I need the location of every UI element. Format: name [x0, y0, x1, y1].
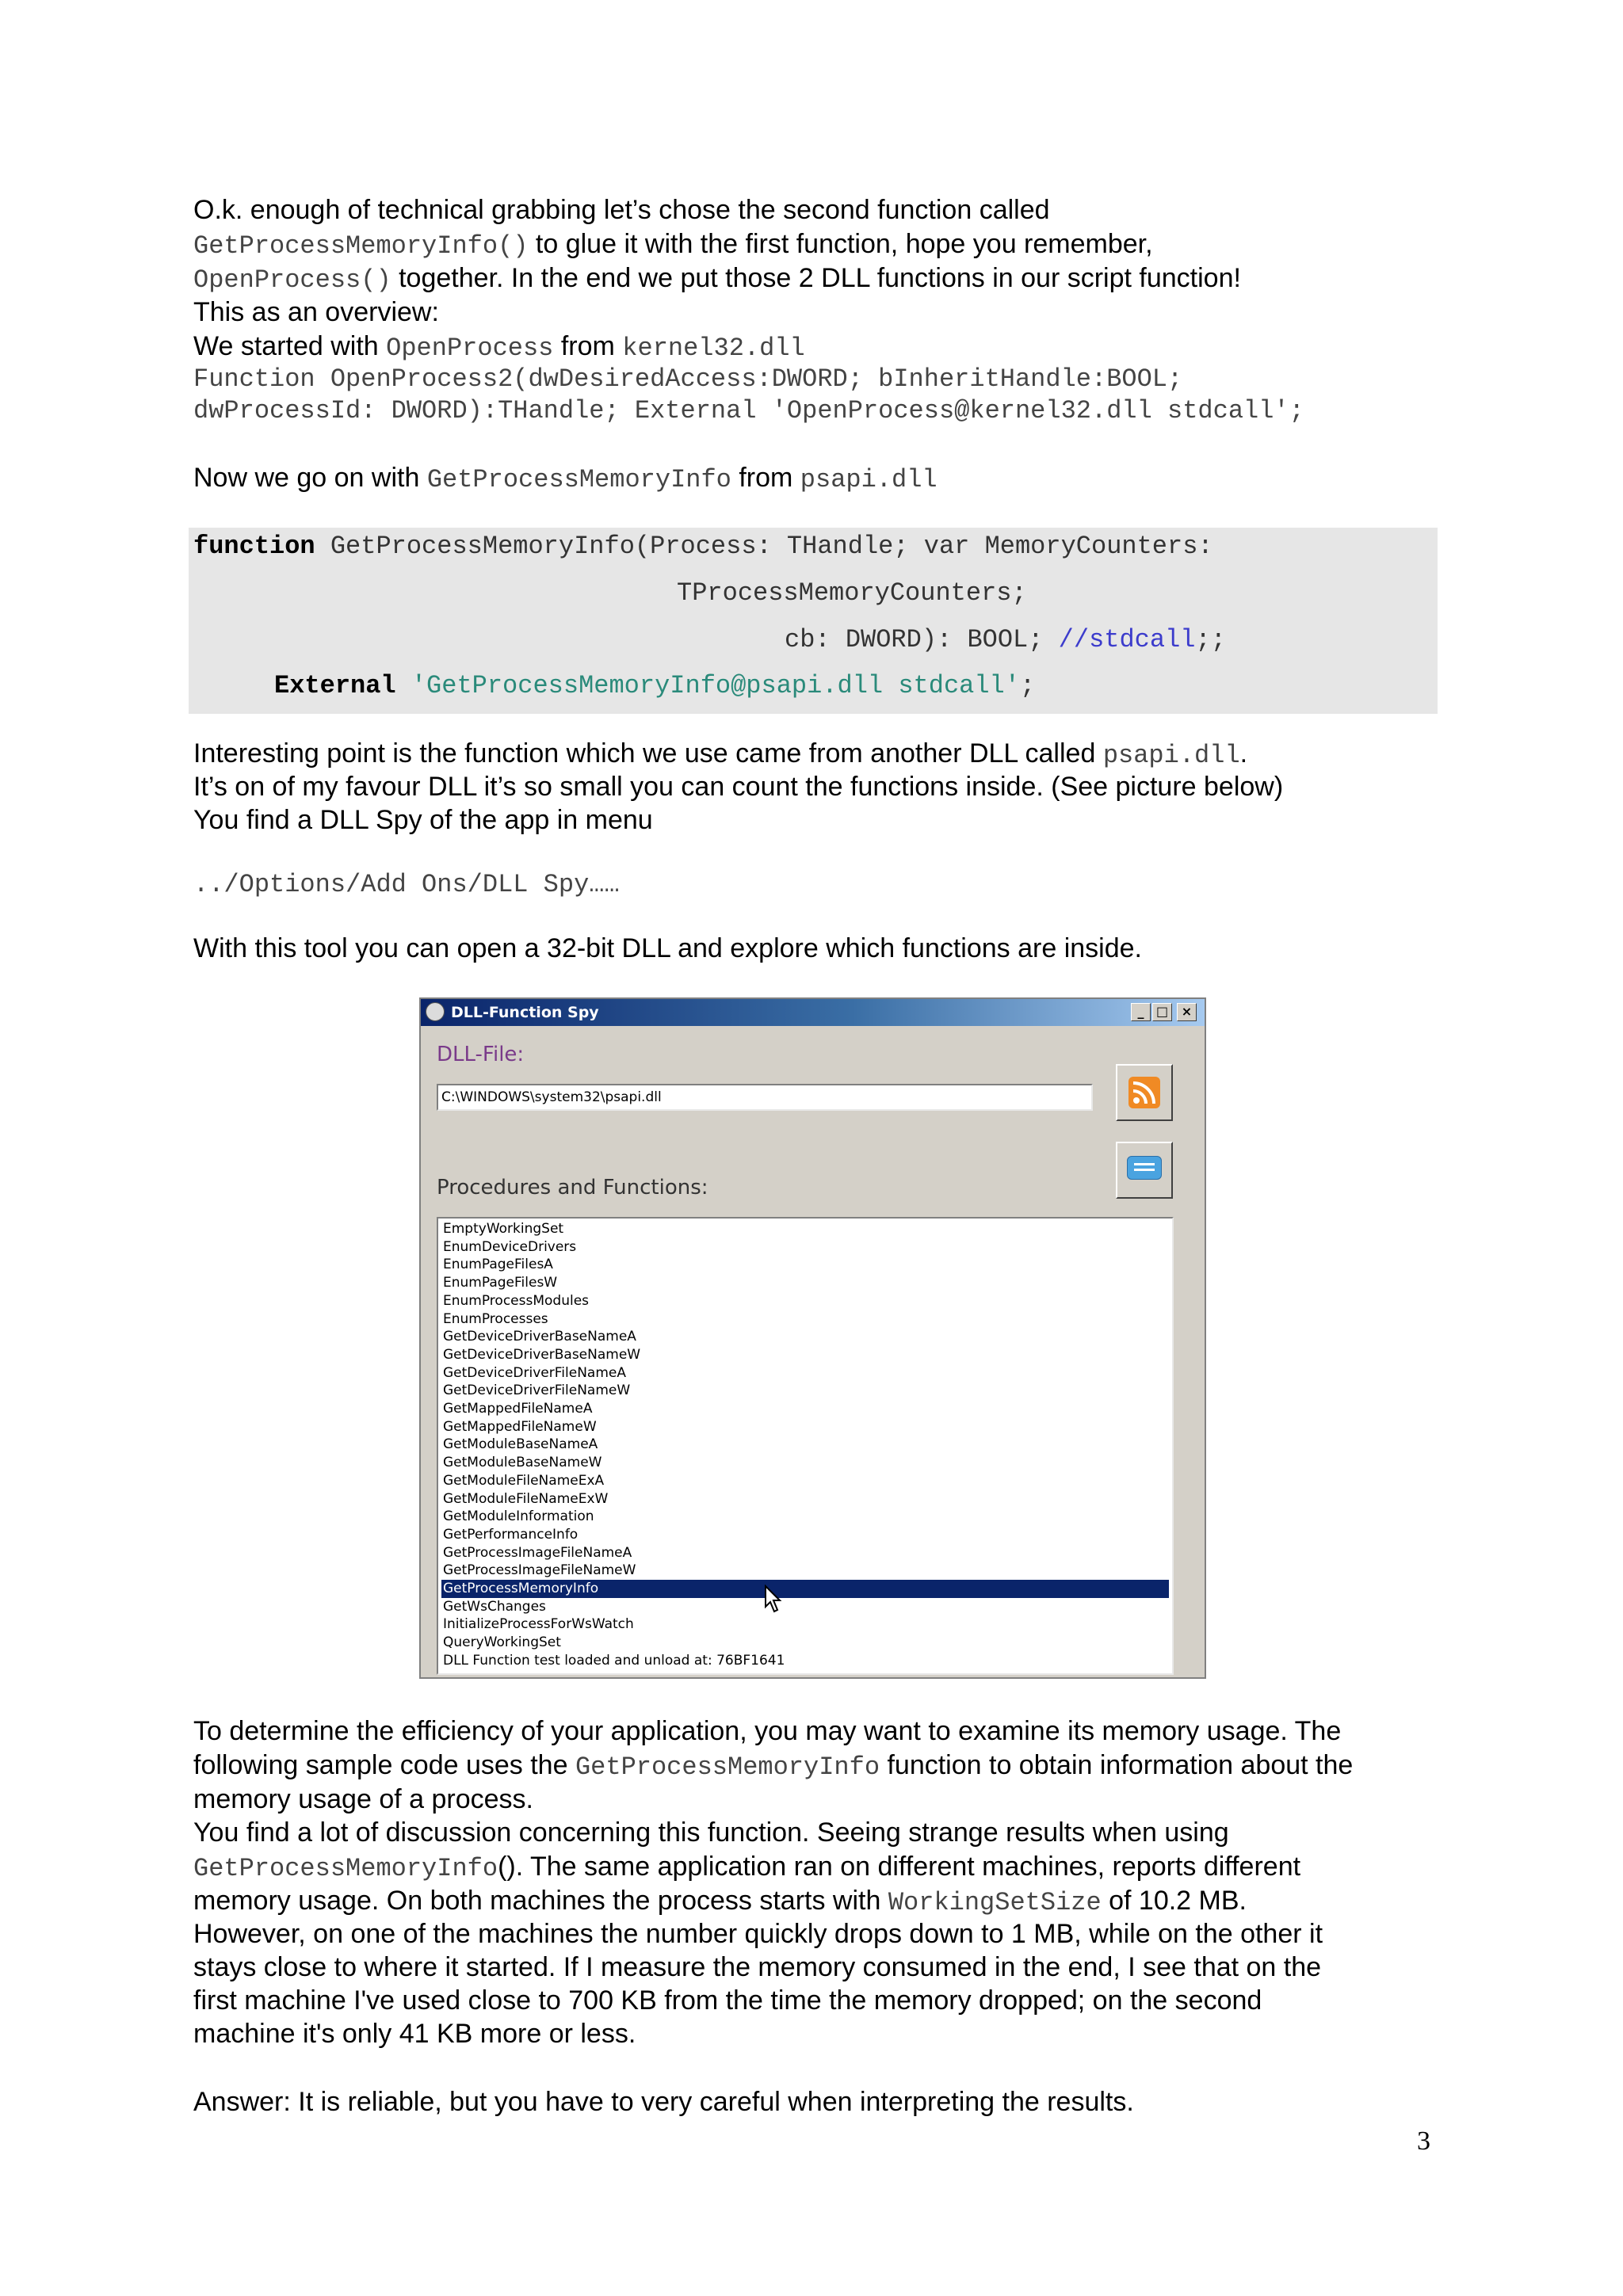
open-dll-button[interactable]	[1116, 1064, 1173, 1121]
list-item[interactable]: DLL Function test loaded and unload at: 76BF1641	[443, 1652, 785, 1669]
list-item[interactable]: EnumPageFilesA	[443, 1257, 553, 1273]
list-item[interactable]: GetModuleInformation	[443, 1508, 594, 1525]
code-line: dwProcessId: DWORD):THandle; External 'OpenProcess@kernel32.dll stdcall';	[193, 396, 1304, 425]
show-functions-button[interactable]	[1116, 1142, 1173, 1199]
text-line: You find a DLL Spy of the app in menu	[193, 805, 653, 835]
list-item[interactable]: GetModuleBaseNameA	[443, 1436, 598, 1453]
code-span: ;;	[1195, 625, 1226, 654]
inline-code: GetProcessMemoryInfo	[193, 1854, 498, 1883]
list-item[interactable]: GetModuleFileNameExW	[443, 1490, 609, 1507]
list-item[interactable]: EnumDeviceDrivers	[443, 1238, 577, 1255]
dll-spy-window	[419, 997, 1206, 1679]
inline-code: OpenProcess()	[193, 265, 391, 295]
list-item[interactable]: QueryWorkingSet	[443, 1634, 561, 1651]
text-span: function to obtain information about the	[880, 1750, 1354, 1780]
inline-code: GetProcessMemoryInfo()	[193, 231, 529, 261]
inline-code: OpenProcess	[386, 334, 554, 363]
text-line: first machine I've used close to 700 KB from the time the memory dropped; on the second	[193, 1985, 1262, 2016]
rss-icon	[1128, 1077, 1160, 1108]
inline-code: WorkingSetSize	[888, 1888, 1102, 1917]
text-span: memory usage. On both machines the process starts with	[193, 1886, 888, 1916]
code-line: TProcessMemoryCounters;	[677, 578, 1027, 608]
list-item[interactable]: GetProcessImageFileNameW	[443, 1562, 636, 1579]
text-line	[193, 461, 938, 497]
inline-code: GetProcessMemoryInfo	[575, 1753, 880, 1782]
list-item[interactable]: GetModuleFileNameExA	[443, 1472, 605, 1489]
page-number: 3	[1417, 2126, 1430, 2156]
text-span: of 10.2 MB.	[1101, 1886, 1247, 1916]
message-icon	[1127, 1156, 1162, 1180]
list-item[interactable]: GetProcessImageFileNameA	[443, 1544, 632, 1561]
text-span: .	[1239, 738, 1248, 769]
code-line	[274, 670, 1035, 702]
text-line: With this tool you can open a 32-bit DLL and explore which functions are inside.	[193, 933, 1142, 963]
text-line: O.k. enough of technical grabbing let’s chose the second function called	[193, 195, 1050, 225]
text-line	[193, 227, 1153, 263]
text-line: This as an overview:	[193, 297, 439, 327]
functions-listbox[interactable]	[437, 1217, 1174, 1675]
code-span: ;	[1019, 671, 1036, 700]
list-item[interactable]: GetDeviceDriverFileNameW	[443, 1383, 631, 1399]
list-item[interactable]: GetDeviceDriverBaseNameW	[443, 1346, 641, 1363]
list-item[interactable]: GetProcessMemoryInfo	[441, 1580, 1169, 1598]
text-span: Interesting point is the function which we use came from another DLL called	[193, 738, 1103, 769]
text-line	[193, 1850, 1300, 1886]
text-line	[193, 1749, 1353, 1784]
list-item[interactable]: EnumPageFilesW	[443, 1275, 558, 1291]
list-item[interactable]: GetDeviceDriverBaseNameA	[443, 1329, 636, 1345]
list-item[interactable]: EnumProcessModules	[443, 1292, 590, 1309]
text-span: Now we go on with	[193, 463, 427, 493]
text-line	[193, 261, 1241, 297]
list-item[interactable]: EnumProcesses	[443, 1310, 548, 1327]
list-item[interactable]: EmptyWorkingSet	[443, 1221, 564, 1237]
text-line: However, on one of the machines the number quickly drops down to 1 MB, while on the other it	[193, 1919, 1323, 1949]
text-line	[193, 737, 1247, 772]
keyword: function	[193, 532, 315, 561]
inline-code: psapi.dll	[800, 465, 938, 494]
text-line	[193, 1884, 1247, 1920]
text-span: to glue it with the first function, hope you remember,	[528, 229, 1153, 259]
text-span: from	[731, 463, 800, 493]
app-icon	[426, 1002, 445, 1021]
code-comment: //stdcall	[1058, 625, 1196, 654]
window-title: DLL-Function Spy	[451, 1004, 599, 1021]
text-line: memory usage of a process.	[193, 1784, 533, 1814]
list-item[interactable]: InitializeProcessForWsWatch	[443, 1616, 634, 1633]
text-span: We started with	[193, 331, 387, 361]
close-button[interactable]: ×	[1177, 1003, 1197, 1021]
code-span: GetProcessMemoryInfo(Process: THandle; var MemoryCounters:	[315, 532, 1213, 561]
list-item[interactable]: GetModuleBaseNameW	[443, 1455, 602, 1471]
text-line: To determine the efficiency of your application, you may want to examine its memory usage. The	[193, 1716, 1342, 1746]
inline-code: psapi.dll	[1102, 741, 1240, 770]
code-line: Function OpenProcess2(dwDesiredAccess:DWORD; bInheritHandle:BOOL;	[193, 364, 1183, 394]
list-item[interactable]: GetPerformanceInfo	[443, 1526, 579, 1543]
menu-path: ../Options/Add Ons/DLL Spy……	[193, 870, 620, 899]
text-line: It’s on of my favour DLL it’s so small you can count the functions inside. (See picture below)	[193, 772, 1284, 802]
text-line	[193, 330, 805, 365]
dll-file-label: DLL-File:	[437, 1043, 525, 1066]
inline-code: GetProcessMemoryInfo	[426, 465, 731, 494]
code-string: 'GetProcessMemoryInfo@psapi.dll stdcall'	[411, 671, 1020, 700]
text-span: following sample code uses the	[193, 1750, 575, 1780]
text-span: (). The same application ran on different machines, reports different	[498, 1852, 1301, 1882]
code-block	[189, 528, 1438, 714]
text-line: stays close to where it started. If I measure the memory consumed in the end, I see that on the	[193, 1952, 1322, 1982]
maximize-button[interactable]: □	[1152, 1003, 1172, 1021]
dll-file-input[interactable]: C:\WINDOWS\system32\psapi.dll	[437, 1084, 1093, 1111]
keyword: External	[274, 671, 396, 700]
mouse-cursor-icon	[764, 1585, 785, 1615]
list-item[interactable]: GetMappedFileNameA	[443, 1401, 593, 1417]
text-line: Answer: It is reliable, but you have to very careful when interpreting the results.	[193, 2087, 1134, 2117]
list-item[interactable]: GetWsChanges	[443, 1598, 546, 1615]
text-span: from	[553, 331, 623, 361]
procedures-label: Procedures and Functions:	[437, 1176, 708, 1199]
code-line	[785, 624, 1226, 656]
code-line	[193, 531, 1213, 563]
list-item[interactable]: GetDeviceDriverFileNameA	[443, 1364, 626, 1381]
minimize-button[interactable]: _	[1131, 1003, 1151, 1021]
title-bar	[421, 999, 1205, 1026]
text-line: machine it's only 41 KB more or less.	[193, 2019, 636, 2049]
text-span: together. In the end we put those 2 DLL functions in our script function!	[391, 263, 1241, 293]
list-item[interactable]: GetMappedFileNameW	[443, 1418, 597, 1435]
inline-code: kernel32.dll	[622, 334, 805, 363]
text-line: You find a lot of discussion concerning this function. Seeing strange results when using	[193, 1817, 1229, 1848]
code-span: cb: DWORD): BOOL;	[785, 625, 1059, 654]
